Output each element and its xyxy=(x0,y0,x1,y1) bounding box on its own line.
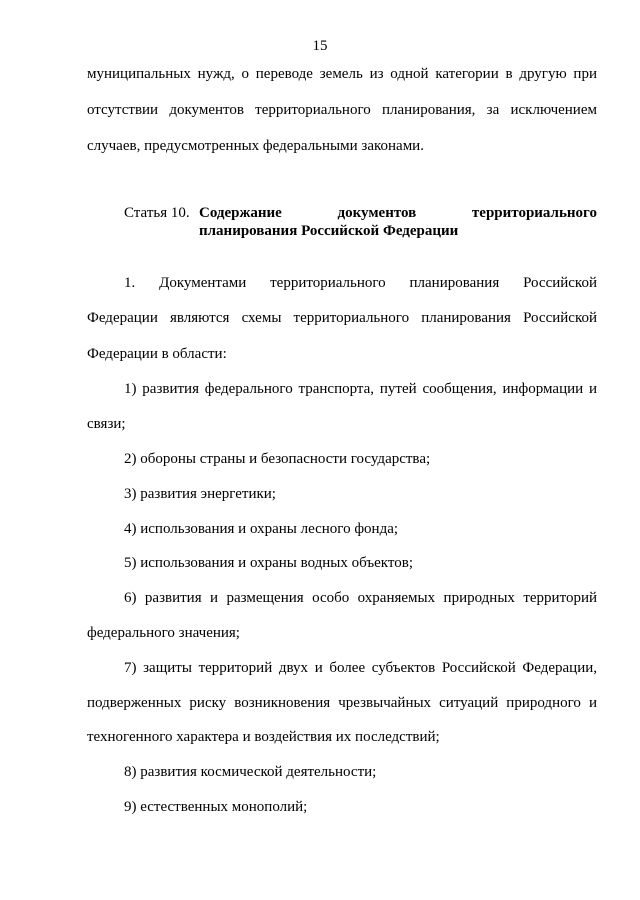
text-line: муниципальных нужд, о переводе земель из одной категории в другую при xyxy=(87,66,597,82)
article-title-continuation: планирования Российской Федерации xyxy=(199,223,459,239)
text-line: отсутствии документов территориального планирования, за исключением xyxy=(87,102,597,118)
list-item: 5) использования и охраны водных объектов; xyxy=(124,555,413,571)
article-title: Содержание документов территориального xyxy=(199,205,597,221)
list-item-line: 6) развития и размещения особо охраняемых природных территорий xyxy=(124,590,597,606)
list-item: 2) обороны страны и безопасности государства; xyxy=(124,451,431,467)
list-item: 4) использования и охраны лесного фонда; xyxy=(124,521,399,537)
paragraph-line: Федерации являются схемы территориального планирования Российской xyxy=(87,310,597,326)
list-item: 9) естественных монополий; xyxy=(124,799,308,815)
list-item-line: 7) защиты территорий двух и более субъектов Российской Федерации, xyxy=(124,660,597,676)
list-item: 8) развития космической деятельности; xyxy=(124,764,377,780)
list-item: 3) развития энергетики; xyxy=(124,486,276,502)
article-label: Статья 10. xyxy=(124,205,190,221)
list-item-line: подверженных риску возникновения чрезвычайных ситуаций природного и xyxy=(87,695,597,711)
list-item-line: 1) развития федерального транспорта, путей сообщения, информации и xyxy=(124,381,597,397)
paragraph-line: Федерации в области: xyxy=(87,346,227,362)
list-item-line: связи; xyxy=(87,416,126,432)
list-item-line: федерального значения; xyxy=(87,625,240,641)
page-number: 15 xyxy=(312,38,328,54)
text-line: случаев, предусмотренных федеральными законами. xyxy=(87,138,424,154)
paragraph-line: 1. Документами территориального планирования Российской xyxy=(124,275,597,291)
list-item-line: техногенного характера и воздействия их последствий; xyxy=(87,729,440,745)
